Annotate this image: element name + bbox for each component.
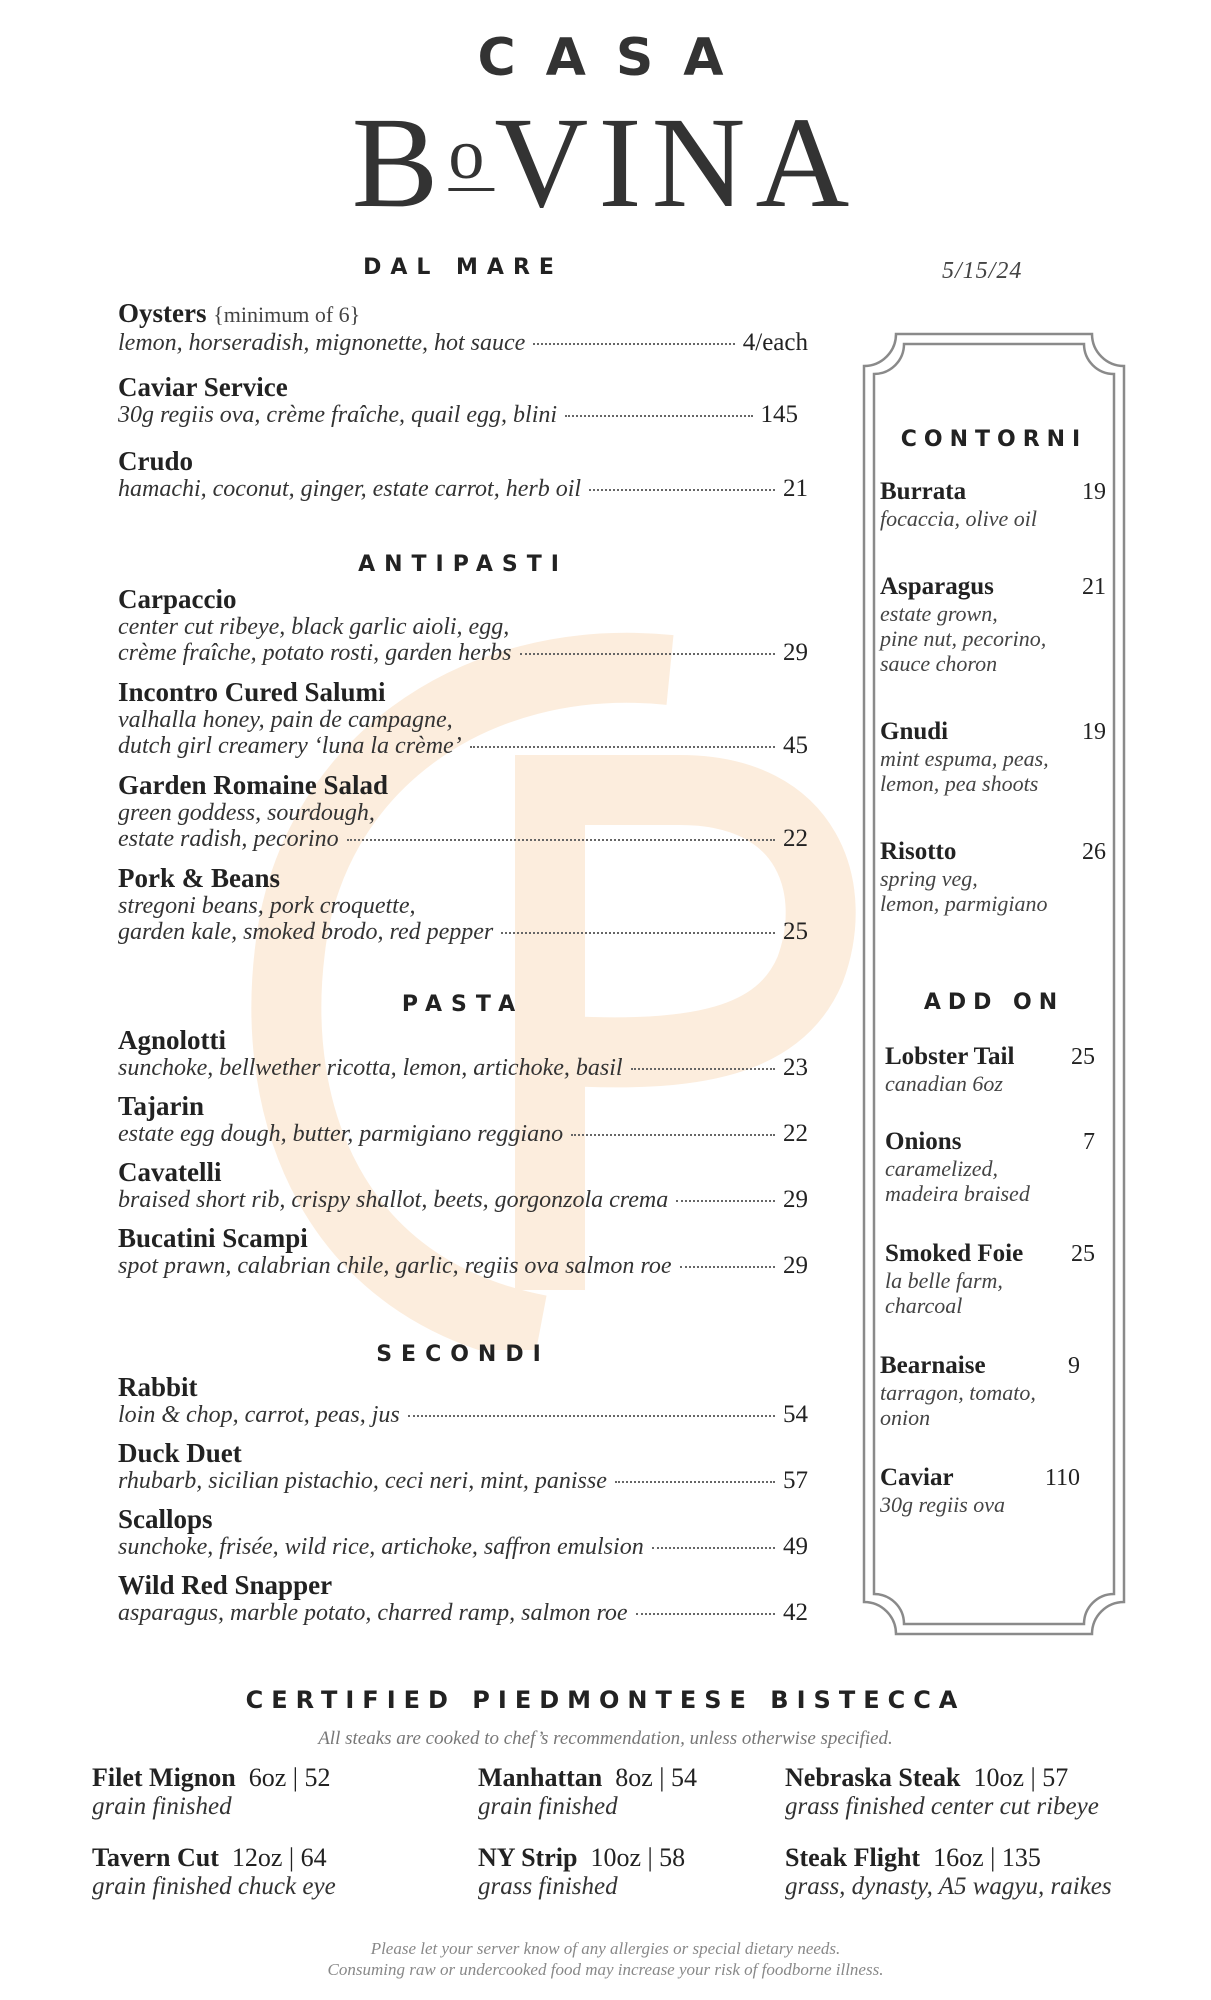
brand-word-vina: VINA — [494, 91, 860, 235]
item-description-line: center cut ribeye, black garlic aioli, egg, — [118, 614, 510, 640]
side-item-description: estate grown, — [880, 601, 998, 626]
item-price: 23 — [783, 1054, 808, 1081]
add-on-description: canadian 6oz — [885, 1071, 1003, 1096]
menu-item — [118, 770, 808, 852]
side-item-price: 19 — [1082, 719, 1106, 745]
steak-description: grass finished — [478, 1873, 618, 1900]
add-on-name: Lobster Tail — [885, 1043, 1015, 1070]
add-on-description: charcoal — [885, 1293, 963, 1318]
item-name: Carpaccio — [118, 584, 237, 614]
steak-item — [92, 1763, 330, 1821]
add-on-item — [880, 1352, 1106, 1430]
menu-item — [118, 1438, 808, 1494]
dot-leader — [501, 932, 775, 934]
steak-description: grain finished — [92, 1793, 232, 1820]
add-on-description: la belle farm, — [885, 1268, 1003, 1293]
brand-top-word: CASA — [477, 28, 754, 88]
side-item — [880, 478, 1106, 531]
side-item-description: lemon, parmigiano — [880, 891, 1048, 916]
add-on-description: madeira braised — [885, 1181, 1030, 1206]
section-title-add-on: ADD ON — [923, 990, 1065, 1015]
steak-name: NY Strip — [478, 1843, 578, 1872]
item-description: estate egg dough, butter, parmigiano reggiano — [118, 1121, 564, 1147]
disclaimer-line: Please let your server know of any allergies or special dietary needs. — [370, 1939, 841, 1958]
add-on-price: 9 — [1068, 1353, 1080, 1379]
steak-size-price: 12oz | 64 — [231, 1843, 327, 1872]
add-on-description: 30g regiis ova — [880, 1492, 1006, 1517]
item-price: 42 — [783, 1599, 808, 1626]
section-title-pasta: PASTA — [401, 992, 525, 1017]
item-name: Tajarin — [118, 1091, 205, 1121]
item-name: Cavatelli — [118, 1157, 222, 1187]
item-price: 45 — [783, 732, 808, 759]
item-name: Scallops — [118, 1504, 213, 1534]
item-description: spot prawn, calabrian chile, garlic, regiis ova salmon roe — [118, 1253, 672, 1279]
steak-size-price: 10oz | 57 — [973, 1763, 1069, 1792]
section-title-dal-mare: DAL MARE — [363, 255, 563, 280]
add-on-item — [885, 1043, 1095, 1096]
item-price: 22 — [783, 1120, 808, 1147]
dot-leader — [652, 1547, 775, 1549]
add-on-name: Bearnaise — [880, 1352, 986, 1379]
steak-item — [785, 1763, 1099, 1821]
dot-leader — [589, 489, 775, 491]
item-note: {minimum of 6} — [213, 302, 361, 327]
section-title-antipasti: ANTIPASTI — [358, 552, 568, 577]
add-on-description: tarragon, tomato, — [880, 1380, 1036, 1405]
item-price: 54 — [783, 1401, 808, 1428]
side-item-name: Burrata — [880, 478, 967, 505]
item-description: braised short rib, crispy shallot, beets, gorgonzola crema — [118, 1187, 669, 1213]
add-on-item — [885, 1128, 1095, 1206]
item-description: garden kale, smoked brodo, red pepper — [118, 919, 494, 945]
dot-leader — [676, 1200, 775, 1202]
steak-description: grain finished — [478, 1793, 618, 1820]
item-description: asparagus, marble potato, charred ramp, salmon roe — [118, 1600, 628, 1626]
steak-name: Manhattan — [478, 1763, 603, 1792]
item-name: Pork & Beans — [118, 863, 280, 893]
side-item-description: mint espuma, peas, — [880, 746, 1049, 771]
item-description-line: stregoni beans, pork croquette, — [118, 893, 416, 919]
add-on-price: 7 — [1083, 1129, 1095, 1155]
item-description: loin & chop, carrot, peas, jus — [118, 1402, 400, 1428]
dot-leader — [408, 1415, 775, 1417]
brand-header — [0, 28, 1211, 235]
item-price: 145 — [760, 401, 798, 428]
side-item — [880, 573, 1106, 676]
brand-logo — [0, 91, 1211, 235]
dot-leader — [520, 653, 775, 655]
item-name: Oysters — [118, 298, 207, 328]
disclaimer-line: Consuming raw or undercooked food may increase your risk of foodborne illness. — [327, 1960, 884, 1979]
item-name: Bucatini Scampi — [118, 1223, 308, 1253]
dot-leader — [470, 746, 775, 748]
item-price: 4/each — [742, 329, 808, 356]
dot-leader — [631, 1068, 775, 1070]
item-description: crème fraîche, potato rosti, garden herbs — [118, 640, 512, 666]
dot-leader — [571, 1134, 775, 1136]
steak-item — [92, 1843, 336, 1901]
section-title-secondi: SECONDI — [376, 1342, 550, 1367]
steak-size-price: 6oz | 52 — [248, 1763, 331, 1792]
side-item-price: 21 — [1082, 574, 1106, 600]
dot-leader — [347, 839, 775, 841]
add-on-name: Caviar — [880, 1464, 954, 1491]
item-description-line: green goddess, sourdough, — [118, 800, 375, 826]
add-on-item — [885, 1240, 1095, 1318]
steak-name: Filet Mignon — [92, 1763, 236, 1792]
item-price: 22 — [783, 825, 808, 852]
add-on-name: Onions — [885, 1128, 962, 1155]
side-item-description: spring veg, — [880, 866, 978, 891]
steak-item — [478, 1843, 685, 1901]
item-name: Garden Romaine Salad — [118, 770, 389, 800]
steak-description: grain finished chuck eye — [92, 1873, 336, 1900]
side-item-description: sauce choron — [880, 651, 998, 676]
item-description: dutch girl creamery ‘luna la crème’ — [118, 733, 462, 759]
dot-leader — [615, 1481, 775, 1483]
menu-item — [118, 1570, 808, 1626]
item-name: Agnolotti — [118, 1025, 226, 1055]
add-on-price: 25 — [1071, 1241, 1095, 1267]
menu-item — [118, 1157, 808, 1213]
dot-leader — [533, 343, 734, 345]
item-price: 29 — [783, 1252, 808, 1279]
side-item — [880, 838, 1106, 916]
brand-letter-b: B — [351, 91, 449, 235]
item-name: Wild Red Snapper — [118, 1570, 333, 1600]
steak-name: Steak Flight — [785, 1843, 921, 1872]
item-description: lemon, horseradish, mignonette, hot sauce — [118, 330, 526, 356]
side-item-price: 19 — [1082, 479, 1106, 505]
item-name: Rabbit — [118, 1372, 198, 1402]
item-name: Crudo — [118, 446, 194, 476]
menu-item — [118, 298, 808, 356]
dot-leader — [636, 1613, 775, 1615]
item-description: 30g regiis ova, crème fraîche, quail egg, blini — [118, 402, 558, 428]
menu-item — [118, 1091, 808, 1147]
add-on-description: onion — [880, 1405, 931, 1430]
side-item-description: focaccia, olive oil — [880, 506, 1037, 531]
steak-name: Nebraska Steak — [785, 1763, 961, 1792]
item-price: 57 — [783, 1467, 808, 1494]
steak-description: grass finished center cut ribeye — [785, 1793, 1099, 1820]
add-on-price: 25 — [1071, 1044, 1095, 1070]
item-name: Incontro Cured Salumi — [118, 677, 386, 707]
menu-date: 5/15/24 — [942, 258, 1023, 284]
steak-name: Tavern Cut — [92, 1843, 219, 1872]
side-item-description: lemon, pea shoots — [880, 771, 1039, 796]
item-name: Caviar Service — [118, 372, 288, 402]
item-name: Duck Duet — [118, 1438, 242, 1468]
add-on-price: 110 — [1044, 1465, 1080, 1491]
steak-description: grass, dynasty, A5 wagyu, raikes — [785, 1873, 1112, 1900]
item-description: estate radish, pecorino — [118, 826, 339, 852]
side-item-price: 26 — [1082, 839, 1106, 865]
item-description: sunchoke, frisée, wild rice, artichoke, saffron emulsion — [118, 1534, 644, 1560]
add-on-description: caramelized, — [885, 1156, 999, 1181]
side-item-name: Risotto — [880, 838, 957, 865]
item-description: sunchoke, bellwether ricotta, lemon, artichoke, basil — [118, 1055, 623, 1081]
steak-size-price: 8oz | 54 — [615, 1763, 697, 1792]
item-price: 29 — [783, 639, 808, 666]
steak-item — [785, 1843, 1112, 1901]
item-price: 25 — [783, 918, 808, 945]
dot-leader — [680, 1266, 775, 1268]
steak-size-price: 10oz | 58 — [590, 1843, 686, 1872]
add-on-name: Smoked Foie — [885, 1240, 1024, 1267]
bistecca-subtitle: All steaks are cooked to chef’s recommendation, unless otherwise specified. — [318, 1728, 893, 1749]
side-item-description: pine nut, pecorino, — [880, 626, 1047, 651]
menu-item — [118, 372, 808, 428]
item-price: 49 — [783, 1533, 808, 1560]
dot-leader — [565, 415, 752, 417]
item-description: hamachi, coconut, ginger, estate carrot, herb oil — [118, 476, 582, 502]
menu-item — [118, 863, 808, 945]
menu-item — [118, 446, 808, 502]
side-item-name: Gnudi — [880, 718, 949, 745]
item-price: 29 — [783, 1186, 808, 1213]
side-item — [880, 718, 1106, 796]
menu-item — [118, 1025, 808, 1081]
item-description: rhubarb, sicilian pistachio, ceci neri, mint, panisse — [118, 1468, 607, 1494]
allergy-disclaimer — [0, 1938, 1211, 1980]
brand-letter-o: o — [448, 114, 495, 194]
item-description-line: valhalla honey, pain de campagne, — [118, 707, 453, 733]
steak-size-price: 16oz | 135 — [933, 1843, 1041, 1872]
menu-item — [118, 1372, 808, 1428]
item-price: 21 — [783, 475, 808, 502]
menu-item — [118, 584, 808, 666]
section-title-contorni: CONTORNI — [900, 427, 1088, 452]
side-item-name: Asparagus — [880, 573, 994, 600]
menu-item — [118, 1223, 808, 1279]
menu-item — [118, 677, 808, 759]
section-title-bistecca: CERTIFIED PIEDMONTESE BISTECCA — [245, 1686, 966, 1714]
steak-item — [478, 1763, 697, 1821]
menu-item — [118, 1504, 808, 1560]
add-on-item — [880, 1464, 1106, 1517]
